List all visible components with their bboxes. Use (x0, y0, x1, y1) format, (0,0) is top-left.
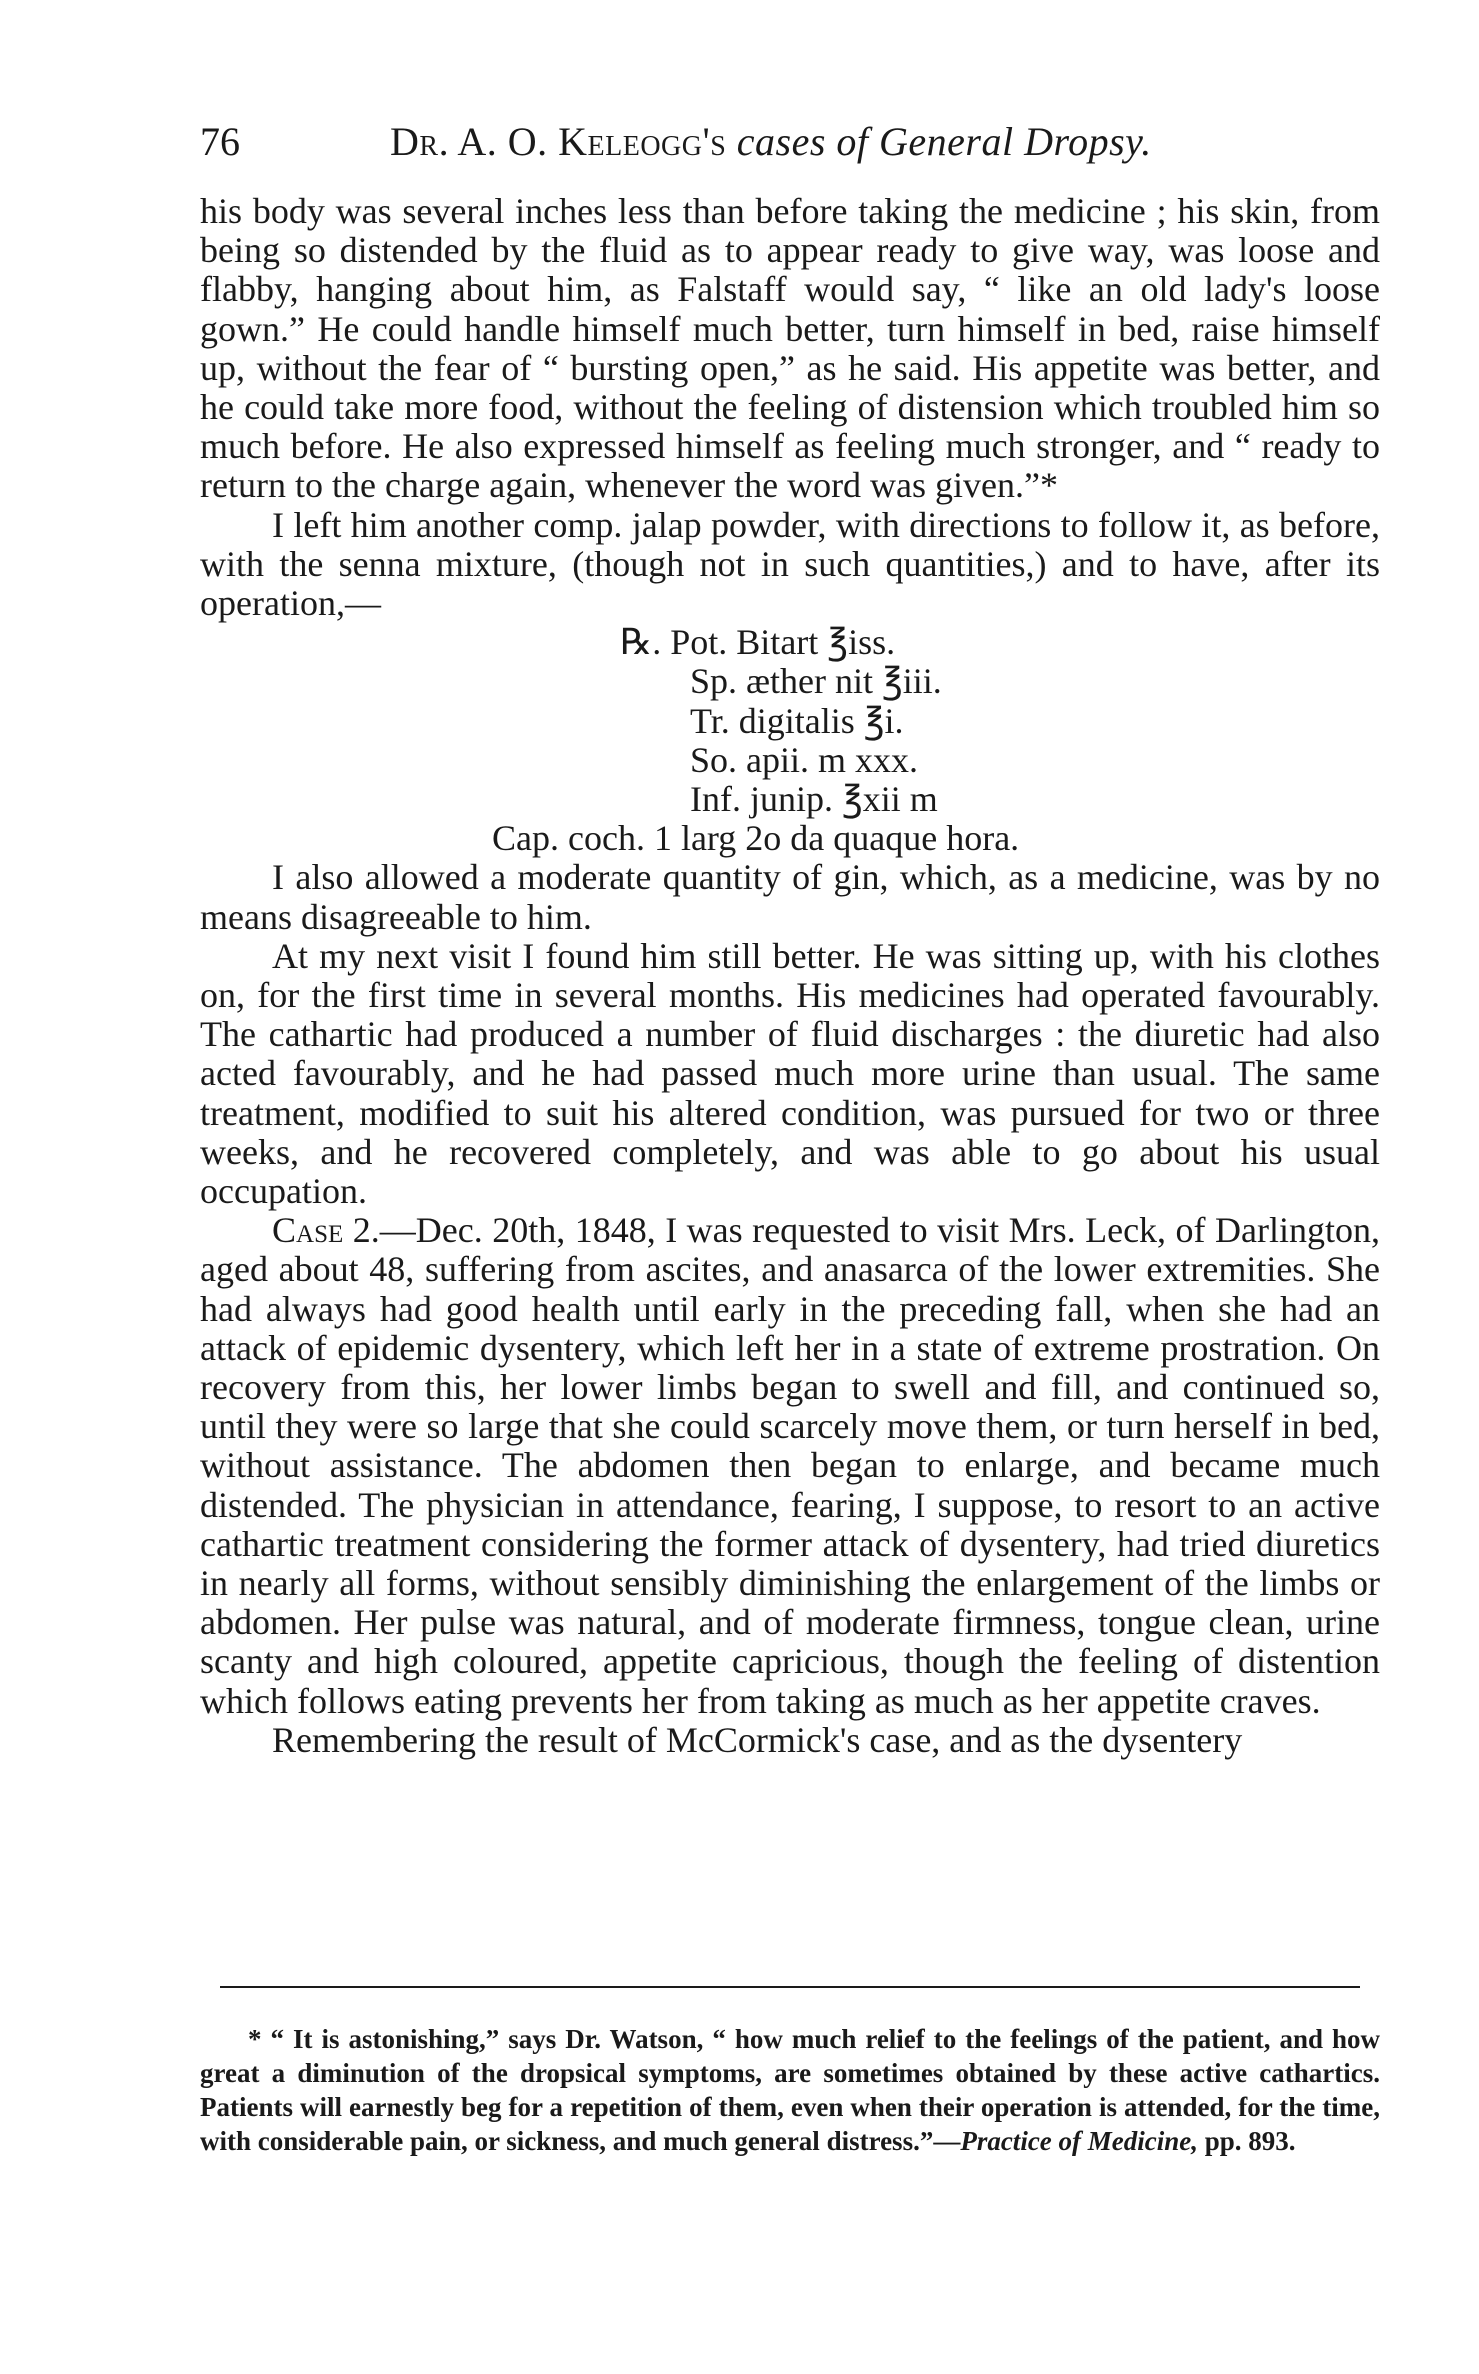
footnote-quote: * “ It is astonishing,” says Dr. Watson, “ how much relief to the feelings of the patient, and how great a diminution of the dropsical symptoms, are sometimes obtained by these active cathartics. Patients will earnestly beg for a repetition of them, even when their operation is attended, for the time, with considerable pain, or sickness, and much general distress.”— (200, 2024, 1380, 2156)
prescription-line: Tr. digitalis ℥i. (690, 700, 904, 741)
paragraph: Remembering the result of McCormick's case, and as the dysentery (272, 1719, 1243, 1760)
footnote (200, 2022, 1380, 2158)
paragraph: his body was several inches less than before taking the medicine ; his skin, from being so distended by the fluid as to appear ready to give way, was loose and flabby, hanging about him, as Falstaff would say, “ like an old lady's loose gown.” He could handle himself much better, turn himself in bed, raise himself up, without the fear of “ bursting open,” as he said. His appetite was better, and he could take more food, without the feeling of distension which troubled him so much before. He also expressed himself as feeling much stronger, and “ ready to return to the charge again, whenever the word was given.”* (200, 191, 1380, 506)
page-number: 76 (200, 119, 240, 164)
footnote-source: Practice of Medicine, (960, 2126, 1199, 2156)
paragraph-text: —Dec. 20th, 1848, I was requested to visit Mrs. Leck, of Darlington, aged about 48, suffering from ascites, and anasarca of the lower extremities. She had always had good health until early in the preceding fall, when she had an attack of epidemic dysentery, which left her in a state of extreme prostration. On recovery from this, her lower limbs began to swell and fill, and continued so, until they were so large that she could scarcely move them, or turn herself in bed, without assistance. The abdomen then began to enlarge, and became much distended. The physician in attendance, fearing, I suppose, to resort to an active cathartic treatment considering the former attack of dysentery, had tried diuretics in nearly all forms, without sensibly diminishing the enlargement of the limbs or abdomen. Her pulse was natural, and of moderate firmness, tongue clean, urine scanty and high coloured, appetite capricious, though the feeling of distention which follows eating prevents her from taking as much as her appetite craves. (200, 1210, 1380, 1721)
page-header (200, 118, 1360, 178)
paragraph: I left him another comp. jalap powder, with directions to follow it, as before, with the senna mixture, (though not in such quantities,) and to have, after its operation,— (200, 504, 1380, 624)
footnote-rule (220, 1986, 1360, 1988)
case-label: Case 2. (272, 1210, 380, 1251)
paragraph (200, 1211, 1380, 1721)
body-text (200, 192, 1380, 1760)
prescription-line: ℞. Pot. Bitart ℥iss. (620, 622, 896, 663)
running-head-title: cases of General Dropsy. (736, 119, 1152, 164)
prescription-instruction: Cap. coch. 1 larg 2o da quaque hora. (492, 818, 1020, 859)
prescription-line: Sp. æther nit ℥iii. (690, 661, 942, 702)
paragraph: I also allowed a moderate quantity of gin, which, as a medicine, was by no means disagreeable to him. (200, 857, 1380, 937)
running-head-author: Dr. A. O. Keleogg's (390, 119, 727, 164)
running-head (390, 118, 1152, 165)
prescription-line: So. apii. m xxx. (690, 739, 919, 780)
prescription (200, 623, 1380, 858)
paragraph: At my next visit I found him still better. He was sitting up, with his clothes on, for the first time in several months. His medicines had operated favourably. The cathartic had produced a number of fluid discharges : the diuretic had also acted favourably, and he had passed much more urine than usual. The same treatment, modified to suit his altered condition, was pursued for two or three weeks, and he recovered completely, and was able to go about his usual occupation. (200, 935, 1380, 1211)
footnote-pages: pp. 893. (1198, 2126, 1296, 2156)
footnote-text (200, 2022, 1380, 2158)
prescription-line: Inf. junip. ℥xii m (690, 778, 938, 819)
